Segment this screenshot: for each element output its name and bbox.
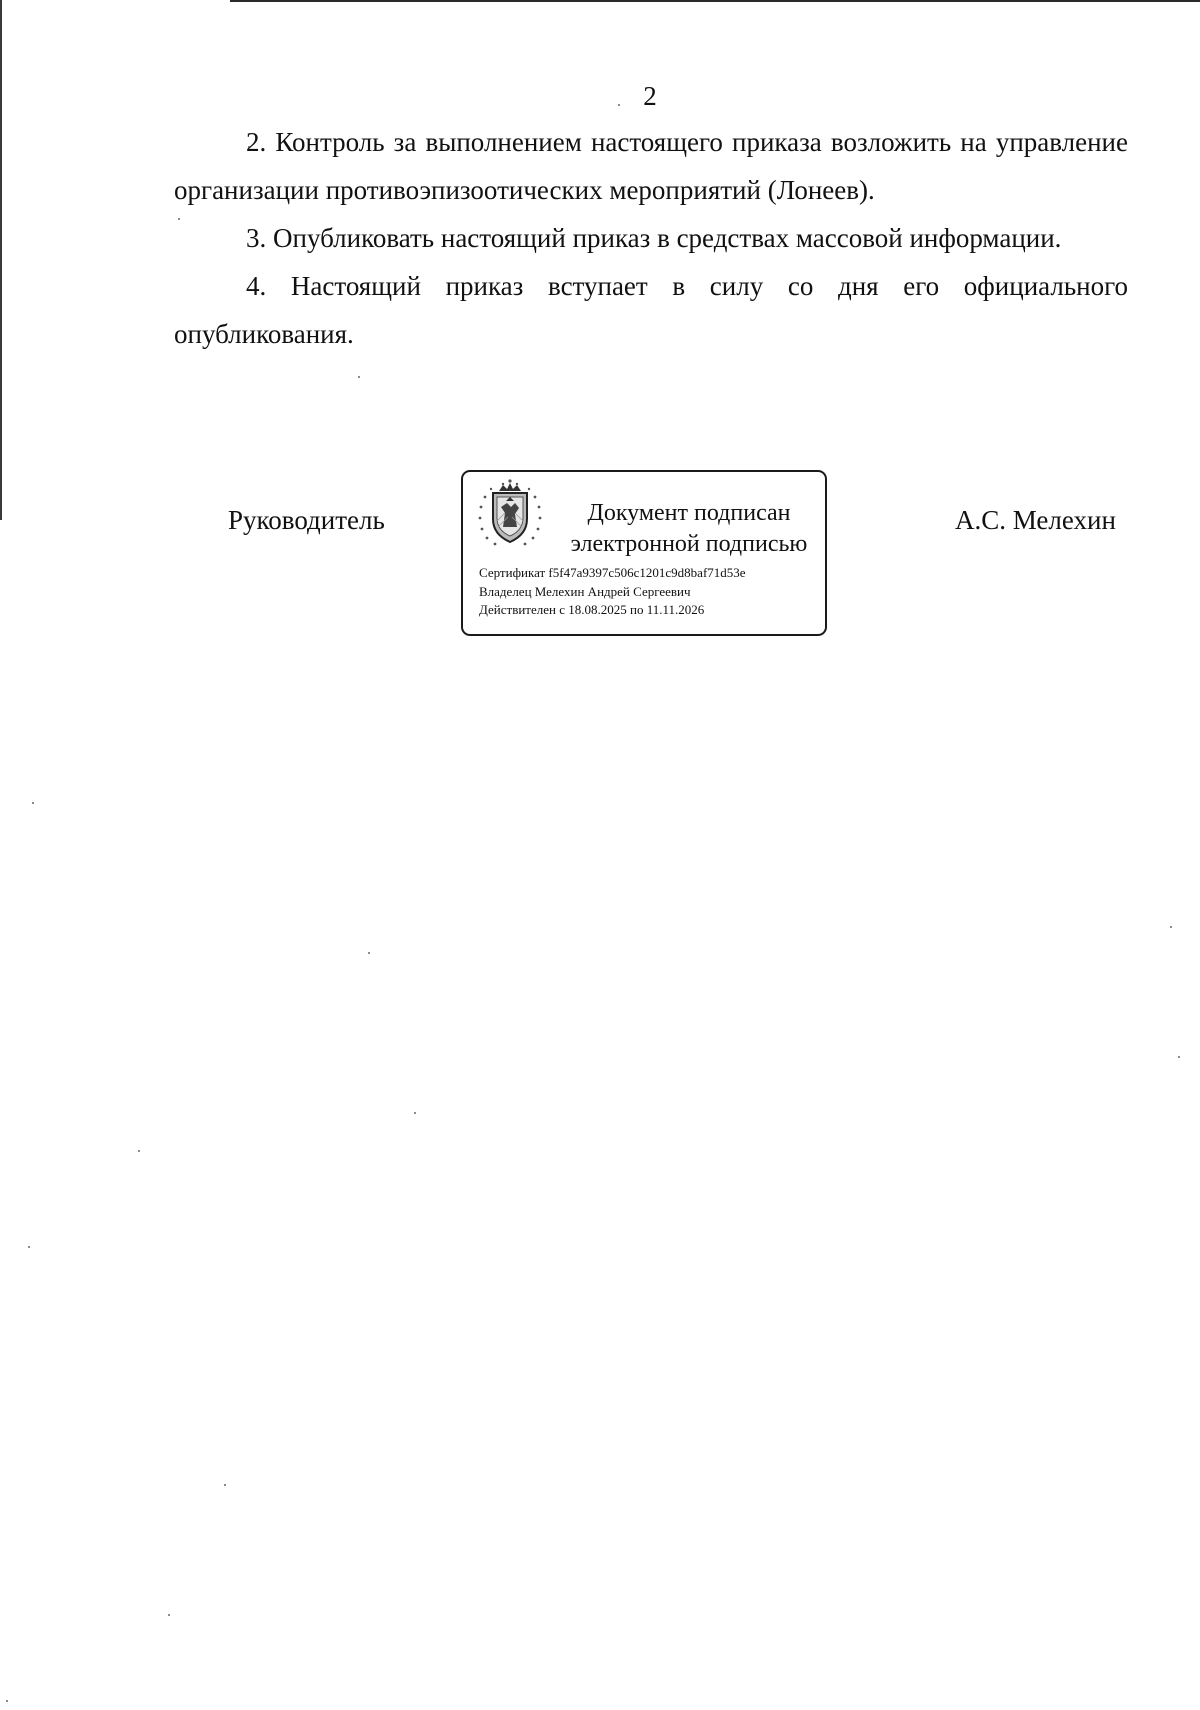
coat-of-arms-icon bbox=[475, 477, 545, 549]
stamp-details bbox=[479, 564, 746, 620]
scan-speck bbox=[1178, 1056, 1180, 1058]
scan-speck bbox=[28, 1246, 30, 1248]
document-body bbox=[174, 118, 1128, 358]
signature-block bbox=[0, 470, 1200, 650]
stamp-title-line-1: Документ подписан bbox=[587, 500, 791, 526]
signer-position: Руководитель bbox=[228, 505, 385, 535]
scan-speck bbox=[368, 952, 370, 954]
scan-edge-top bbox=[230, 0, 1200, 2]
scan-speck bbox=[358, 376, 360, 378]
electronic-signature-stamp bbox=[461, 470, 827, 636]
scan-speck bbox=[32, 802, 34, 804]
scan-speck bbox=[138, 1150, 140, 1152]
scan-speck bbox=[168, 1614, 170, 1616]
scan-speck bbox=[224, 1484, 226, 1486]
scan-speck bbox=[1170, 926, 1172, 928]
paragraph-4: 4. Настоящий приказ вступает в силу со дня его официального опубликования. bbox=[174, 271, 1128, 349]
paragraph-2: 2. Контроль за выполнением настоящего приказа возложить на управление организации противоэпизоотических мероприятий (Лонеев). bbox=[174, 127, 1128, 205]
stamp-title-line-2: электронной подписью bbox=[570, 531, 808, 557]
paragraph-3: 3. Опубликовать настоящий приказ в средствах массовой информации. bbox=[246, 223, 1062, 253]
stamp-certificate: Сертификат f5f47a9397c506c1201c9d8baf71d53e bbox=[479, 565, 746, 580]
stamp-title bbox=[559, 498, 819, 560]
page-number: 2 bbox=[643, 81, 657, 111]
signer-name: А.С. Мелехин bbox=[955, 505, 1116, 535]
stamp-owner: Владелец Мелехин Андрей Сергеевич bbox=[479, 583, 691, 599]
scan-speck bbox=[6, 1700, 8, 1702]
stamp-validity: Действителен с 18.08.2025 по 11.11.2026 bbox=[479, 602, 705, 617]
scan-speck bbox=[414, 1112, 416, 1114]
